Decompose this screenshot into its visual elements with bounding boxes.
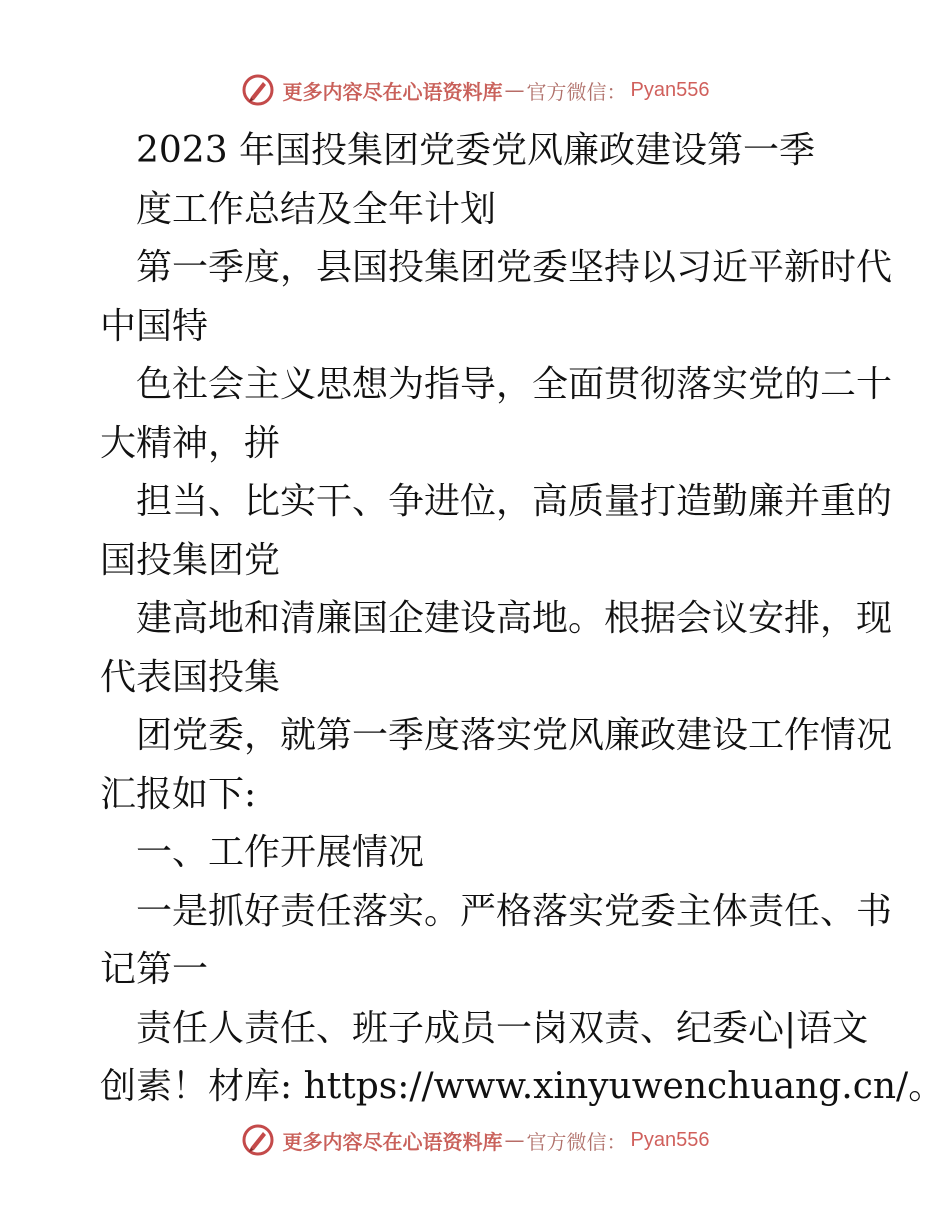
text-line: 代表国投集	[100, 656, 281, 698]
section-heading: 一、工作开展情况	[136, 832, 425, 873]
text-line: 第一季度，县国投集团党委坚持以习近平新时代	[136, 247, 893, 288]
text-line: 记第一	[100, 949, 209, 990]
text-line: 2023 年国投集团党委党风廉政建设第一季	[136, 130, 816, 171]
footer-watermark	[0, 1120, 950, 1160]
document-body	[100, 122, 945, 1117]
pen-logo-icon	[241, 1123, 275, 1157]
text-line: 国投集团党	[100, 539, 281, 581]
text-line: 汇报如下:	[100, 773, 257, 815]
text-line: 中国特	[100, 305, 209, 347]
watermark-text: 更多内容尽在心语资料库	[282, 1129, 503, 1154]
text-line: 责任人责任、班子成员一岗双责、纪委心|语文	[136, 1007, 869, 1049]
watermark-separator: —	[504, 1128, 525, 1152]
header-watermark	[0, 70, 950, 110]
text-line: 一是抓好责任落实。严格落实党委主体责任、书	[136, 890, 893, 932]
text-line-with-link: 创素！材库: https://www.xinyuwenchuang.cn/。	[100, 1066, 945, 1107]
text-line: 团党委，就第一季度落实党风廉政建设工作情况	[136, 715, 893, 756]
watermark-official-label: 官方微信：	[526, 1129, 627, 1154]
text-line: 担当、比实干、争进位，高质量打造勤廉并重的	[136, 481, 893, 522]
watermark-text: 更多内容尽在心语资料库	[282, 79, 503, 104]
watermark-separator: —	[504, 78, 525, 102]
watermark-wechat-id: Pyan556	[630, 78, 710, 101]
text-line: 大精神，拼	[100, 422, 281, 464]
pen-logo-icon	[241, 73, 275, 107]
watermark-wechat-id: Pyan556	[630, 1128, 710, 1151]
watermark-official-label: 官方微信：	[526, 79, 627, 104]
text-line: 度工作总结及全年计划	[136, 188, 497, 230]
text-line: 色社会主义思想为指导，全面贯彻落实党的二十	[136, 364, 893, 405]
text-line: 建高地和清廉国企建设高地。根据会议安排，现	[136, 598, 893, 639]
